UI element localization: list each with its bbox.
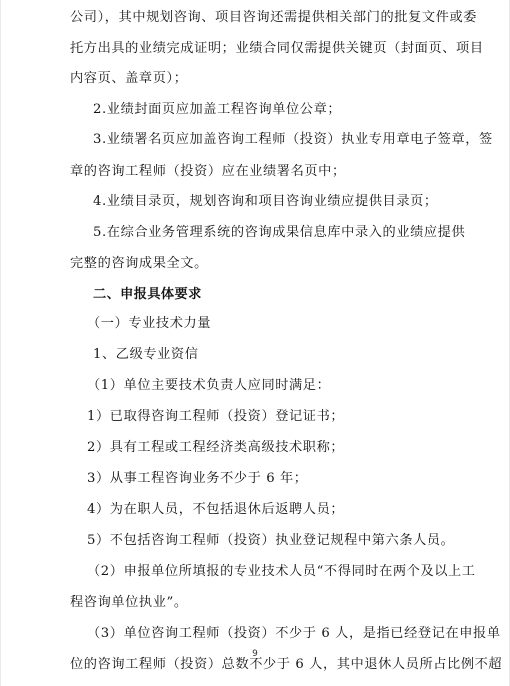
text-line: 程咨询单位执业”。 xyxy=(70,595,188,610)
text-line: 4.业绩目录页，规划咨询和项目咨询业绩应提供目录页； xyxy=(93,194,438,209)
text-line: 位的咨询工程师（投资）总数不少于 6 人，其中退休人员所占比例不超 xyxy=(70,657,503,672)
text-line: 1、乙级专业资信 xyxy=(93,347,199,362)
list-item: 2）具有工程或工程经济类高级技术职称； xyxy=(87,440,345,455)
text-line: 托方出具的业绩完成证明；业绩合同仅需提供关键页（封面页、项目 xyxy=(70,41,484,56)
text-line: （1）单位主要技术负责人应同时满足： xyxy=(87,378,331,393)
list-item: 3）从事工程咨询业务不少于 6 年； xyxy=(87,471,308,486)
text-line: 完整的咨询成果全文。 xyxy=(70,256,208,271)
list-item: 5）不包括咨询工程师（投资）执业登记规程中第六条人员。 xyxy=(87,533,455,548)
subsection-heading: （一）专业技术力量 xyxy=(87,316,212,331)
text-line: 章的咨询工程师（投资）应在业绩署名页中； xyxy=(70,164,346,179)
text-line: （3）单位咨询工程师（投资）不少于 6 人，是指已经登记在申报单 xyxy=(87,626,501,641)
text-line: 内容页、盖章页）； xyxy=(70,71,188,86)
text-line: （2）申报单位所填报的专业技术人员“不得同时在两个及以上工 xyxy=(87,564,476,579)
text-line: 公司），其中规划咨询、项目咨询还需提供相关部门的批复文件或委 xyxy=(70,10,478,25)
text-line: 2.业绩封面页应加盖工程咨询单位公章； xyxy=(93,102,342,117)
section-heading: 二、申报具体要求 xyxy=(93,287,202,302)
page-number: 9 xyxy=(252,649,258,659)
list-item: 4）为在职人员，不包括退休后返聘人员； xyxy=(87,502,345,517)
document-page xyxy=(1,0,509,686)
text-line: 5.在综合业务管理系统的咨询成果信息库中录入的业绩应提供 xyxy=(93,225,466,240)
list-item: 1）已取得咨询工程师（投资）登记证书； xyxy=(87,409,345,424)
text-line: 3.业绩署名页应加盖咨询工程师（投资）执业专用章电子签章，签 xyxy=(93,132,493,147)
